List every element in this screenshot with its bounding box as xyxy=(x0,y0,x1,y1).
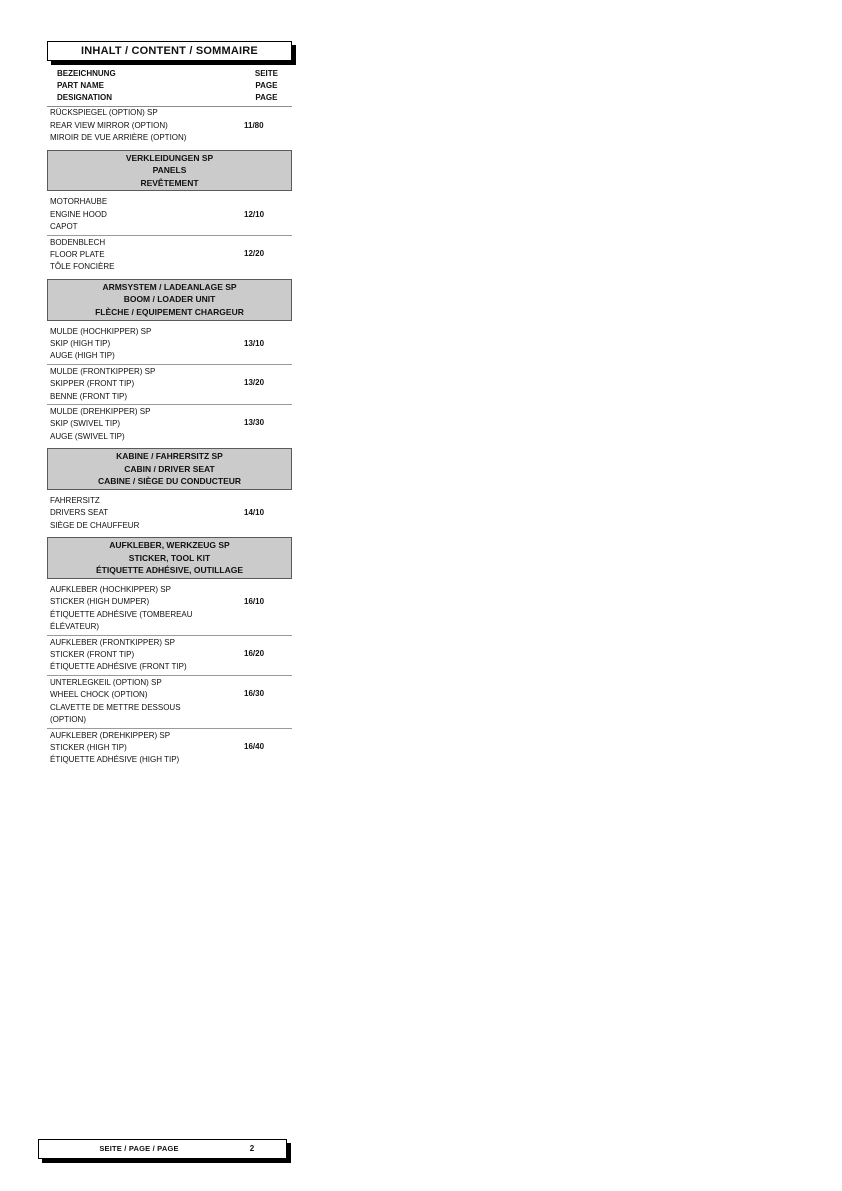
toc-entry-line: STICKER (FRONT TIP) xyxy=(50,650,135,660)
toc-entry-page-ref: 13/20 xyxy=(244,378,265,388)
toc-entry-line: FLOOR PLATE xyxy=(50,250,105,260)
toc-entry xyxy=(47,326,292,363)
toc-entry-line: AUFKLEBER (HOCHKIPPER) SP xyxy=(50,585,171,595)
toc-entry-line: TÔLE FONCIÈRE xyxy=(50,262,115,272)
section-header-line: BOOM / LOADER UNIT xyxy=(123,294,216,305)
toc-entry-line: AUFKLEBER (DREHKIPPER) SP xyxy=(50,730,171,740)
toc-entry-line: RÜCKSPIEGEL (OPTION) SP xyxy=(50,108,158,118)
column-header-page-line: SEITE xyxy=(254,69,278,78)
toc-entry-line: FAHRERSITZ xyxy=(50,496,100,506)
toc-entry xyxy=(47,235,292,274)
toc-entry-line: SKIP (HIGH TIP) xyxy=(50,339,111,349)
toc-entry-line: ÉTIQUETTE ADHÉSIVE (FRONT TIP) xyxy=(50,662,187,672)
toc-entry-page-ref: 11/80 xyxy=(244,120,264,130)
toc-entry-line: WHEEL CHOCK (OPTION) xyxy=(50,690,148,700)
toc-entry-line: STICKER (HIGH TIP) xyxy=(50,742,127,752)
section-header-line: VERKLEIDUNGEN SP xyxy=(125,152,214,163)
column-header-page xyxy=(255,68,278,103)
toc-entry-line: AUGE (SWIVEL TIP) xyxy=(50,431,125,441)
toc-entry xyxy=(47,404,292,443)
toc-entry-line: ÉTIQUETTE ADHÉSIVE (TOMBEREAU ÉLÉVATEUR) xyxy=(50,609,193,632)
toc-entry-line: MULDE (DREHKIPPER) SP xyxy=(50,407,151,417)
toc-entry-line: AUGE (HIGH TIP) xyxy=(50,351,115,361)
section-header-line: FLÈCHE / EQUIPEMENT CHARGEUR xyxy=(95,307,244,318)
page-footer-box xyxy=(38,1139,287,1159)
toc-entry-line: AUFKLEBER (FRONTKIPPER) SP xyxy=(50,637,175,647)
toc-column-header xyxy=(47,68,292,107)
section-header-box xyxy=(47,537,292,579)
toc-entry xyxy=(47,107,292,144)
toc-entry-line: SKIP (SWIVEL TIP) xyxy=(50,419,121,429)
toc-entry-page-ref: 16/20 xyxy=(244,649,265,659)
toc-entry-line: BODENBLECH xyxy=(50,237,106,247)
toc-entry-line: CAPOT xyxy=(50,222,78,232)
section-header-line: STICKER, TOOL KIT xyxy=(128,552,211,563)
section-header-line: CABIN / DRIVER SEAT xyxy=(124,463,215,474)
toc-entry-line: ÉTIQUETTE ADHÉSIVE (HIGH TIP) xyxy=(50,755,180,765)
toc-title-box xyxy=(47,41,292,61)
section-header-line: ARMSYSTEM / LADEANLAGE SP xyxy=(102,281,237,292)
toc-entry-line: STICKER (HIGH DUMPER) xyxy=(50,597,150,607)
toc-entry xyxy=(47,364,292,403)
toc-entry xyxy=(47,196,292,233)
toc-body xyxy=(47,107,292,766)
section-header-line: CABINE / SIÈGE DU CONDUCTEUR xyxy=(97,476,242,487)
section-header-box xyxy=(47,448,292,490)
column-header-page-line: PAGE xyxy=(255,92,278,102)
section-header-box xyxy=(47,279,292,321)
toc-title: INHALT / CONTENT / SOMMAIRE xyxy=(81,45,258,57)
toc-entry xyxy=(47,584,292,634)
toc-entry xyxy=(47,728,292,767)
toc-entry-page-ref: 16/40 xyxy=(244,741,265,751)
toc-entry-page-ref: 12/10 xyxy=(244,209,265,219)
toc-entry xyxy=(47,635,292,674)
toc-entry-page-ref: 13/30 xyxy=(244,418,265,428)
section-header-line: AUFKLEBER, WERKZEUG SP xyxy=(109,540,230,551)
column-header-designation-line: PART NAME xyxy=(57,80,104,90)
toc-entry-line: REAR VIEW MIRROR (OPTION) xyxy=(50,120,168,130)
section-header-box xyxy=(47,150,292,192)
toc-entry-line: MULDE (HOCHKIPPER) SP xyxy=(50,326,152,336)
toc-entry-line: ENGINE HOOD xyxy=(50,209,107,219)
column-header-page-line: PAGE xyxy=(255,80,278,90)
column-header-designation-line: DESIGNATION xyxy=(57,92,112,102)
section-header-line: ÉTIQUETTE ADHÉSIVE, OUTILLAGE xyxy=(95,565,244,576)
toc-entry-page-ref: 14/10 xyxy=(244,508,265,518)
toc-entry-line: MIROIR DE VUE ARRIÈRE (OPTION) xyxy=(50,133,187,143)
toc-entry-line: CLAVETTE DE METTRE DESSOUS (OPTION) xyxy=(50,702,181,725)
toc-entry xyxy=(47,495,292,532)
footer-label: SEITE / PAGE / PAGE xyxy=(99,1144,179,1153)
toc-entry-line: SKIPPER (FRONT TIP) xyxy=(50,379,135,389)
toc-entry-page-ref: 12/20 xyxy=(244,249,265,258)
toc-entry-line: MULDE (FRONTKIPPER) SP xyxy=(50,366,156,376)
toc-entry-page-ref: 16/10 xyxy=(244,597,265,607)
column-header-designation-line: BEZEICHNUNG xyxy=(57,69,116,78)
toc-entry-line: MOTORHAUBE xyxy=(50,197,108,207)
toc-entry-line: BENNE (FRONT TIP) xyxy=(50,391,128,401)
footer-page-number: 2 xyxy=(249,1144,255,1153)
toc-entry-page-ref: 13/10 xyxy=(244,339,265,348)
toc-entry-line: SIÈGE DE CHAUFFEUR xyxy=(50,520,140,530)
section-header-line: REVÊTEMENT xyxy=(140,177,199,188)
toc-content xyxy=(47,41,292,767)
toc-entry-line: UNTERLEGKEIL (OPTION) SP xyxy=(50,677,162,687)
toc-entry-line: DRIVERS SEAT xyxy=(50,508,109,518)
toc-entry-page-ref: 16/30 xyxy=(244,689,265,699)
section-header-line: PANELS xyxy=(152,165,187,176)
section-header-line: KABINE / FAHRERSITZ SP xyxy=(116,451,223,462)
toc-entry xyxy=(47,675,292,727)
